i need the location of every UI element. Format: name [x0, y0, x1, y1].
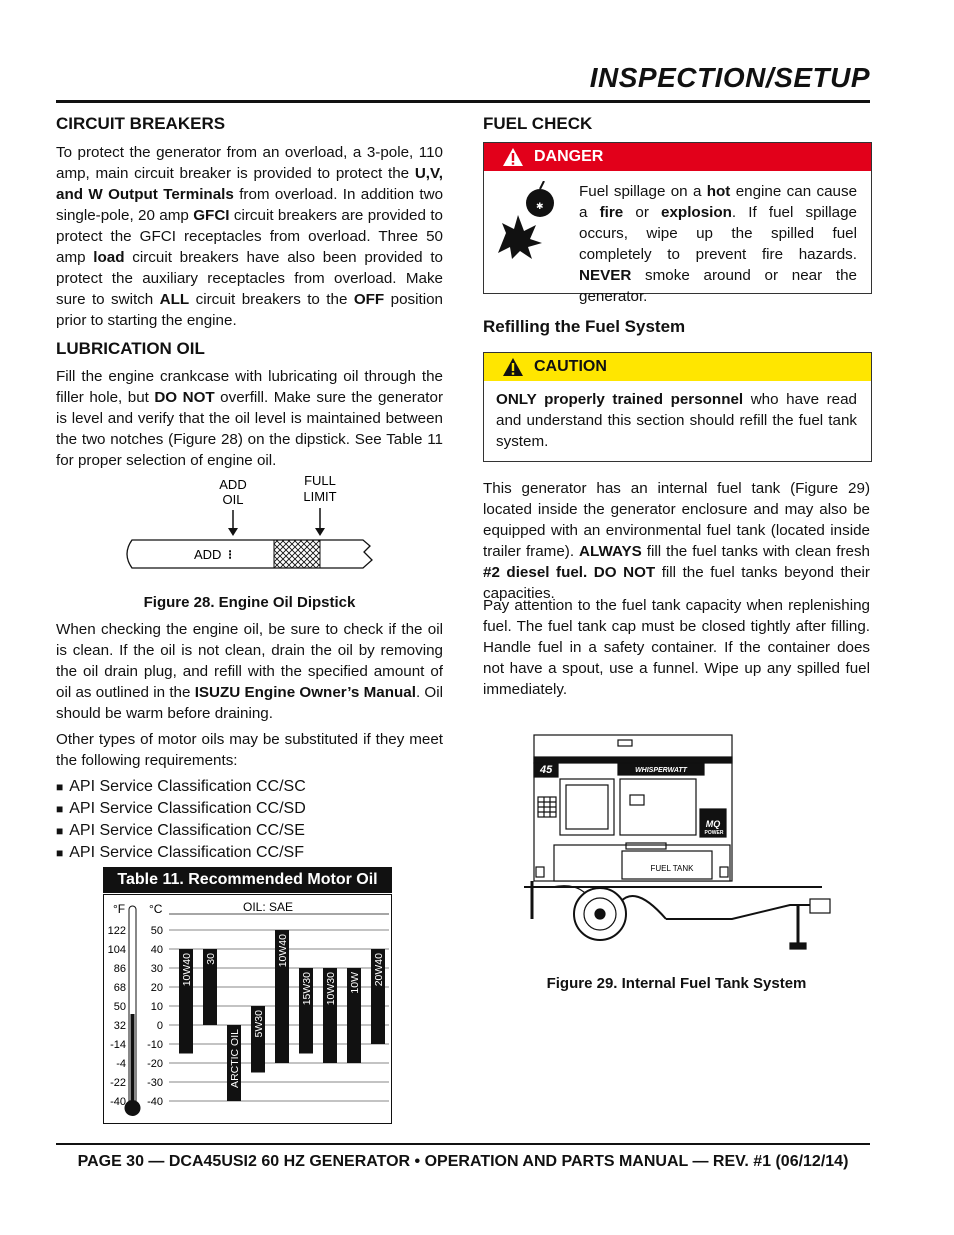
- celsius-tick: 30: [150, 963, 163, 975]
- danger-label: DANGER: [534, 148, 604, 165]
- celsius-tick: -40: [147, 1096, 163, 1108]
- fahrenheit-tick: 104: [107, 944, 126, 956]
- oil-range-label: 10W40: [181, 953, 193, 987]
- dipstick-arrows-icon: ⁝: [228, 547, 233, 562]
- fahrenheit-tick: -22: [110, 1077, 126, 1089]
- oil-range-label: 15W30: [301, 972, 313, 1006]
- fahrenheit-tick: 68: [113, 982, 126, 994]
- page-title: INSPECTION/SETUP: [589, 62, 870, 93]
- danger-header: [484, 143, 871, 171]
- fuel-tank-paragraph: This generator has an internal fuel tank (Figure 29) located inside the generator enclosure and may also be equipped with an environmental fuel tank (located inside trailer frame). ALWAYS fill the fuel tanks with clean fresh #2 diesel fuel. DO NOT fill the fuel tanks beyond their capacities.: [483, 480, 871, 602]
- celsius-tick: -20: [147, 1058, 163, 1070]
- figure-29-caption: Figure 29. Internal Fuel Tank System: [546, 975, 807, 992]
- fahrenheit-tick: 122: [107, 925, 126, 937]
- footer-rule: [56, 1143, 870, 1145]
- generator-fuel-tank-figure: [522, 733, 834, 955]
- celsius-header: °C: [149, 902, 163, 916]
- celsius-tick: -10: [147, 1039, 163, 1051]
- whisperwatt-logo: WHISPERWATT: [635, 767, 687, 774]
- fahrenheit-tick: -4: [116, 1058, 126, 1070]
- fahrenheit-tick: 32: [113, 1020, 126, 1032]
- title-rule: [56, 100, 870, 103]
- add-oil-label-2: OIL: [222, 492, 244, 507]
- circuit-breakers-heading: CIRCUIT BREAKERS: [56, 114, 226, 133]
- fuel-tank-label: FUEL TANK: [650, 864, 694, 873]
- generator-model-label: 45: [540, 764, 553, 776]
- caution-text: ONLY properly trained personnel who have read and understand this section should refill the fuel tank system.: [496, 391, 857, 450]
- full-limit-label-2: LIMIT: [303, 489, 337, 504]
- celsius-tick: 40: [150, 944, 163, 956]
- figure-28-caption: Figure 28. Engine Oil Dipstick: [143, 594, 356, 611]
- oil-range-label: 10W: [349, 972, 361, 994]
- oil-check-paragraph: When checking the engine oil, be sure to check if the oil is clean. If the oil is not clean, drain the oil by removing the oil drain plug, and refill with the specified amount of oil as outlined in the ISUZU Engine Owner’s Manual. Oil should be warm before draining.: [56, 621, 443, 722]
- celsius-tick: 20: [150, 982, 163, 994]
- oil-substitute-paragraph: Other types of motor oils may be substituted if they meet the following requirements:: [56, 731, 443, 769]
- lubrication-heading: LUBRICATION OIL: [56, 339, 205, 358]
- add-oil-label-1: ADD: [219, 477, 247, 492]
- list-item: ■ API Service Classification CC/SD: [56, 798, 443, 820]
- celsius-tick: 0: [156, 1020, 163, 1032]
- oil-range-label: 5W30: [253, 1010, 265, 1038]
- list-item: ■ API Service Classification CC/SC: [56, 776, 443, 798]
- oil-range-label: 10W40: [277, 934, 289, 968]
- mq-power-logo: POWER: [704, 830, 724, 836]
- list-item: ■ API Service Classification CC/SF: [56, 842, 443, 864]
- table-11-title: Table 11. Recommended Motor Oil: [103, 867, 392, 893]
- oil-dipstick-figure: [118, 472, 383, 577]
- fahrenheit-tick: 50: [113, 1001, 126, 1013]
- oil-range-label: 10W30: [325, 972, 337, 1006]
- oil-sae-header: OIL: SAE: [242, 900, 294, 914]
- svg-text:✱: ✱: [536, 201, 544, 211]
- lubrication-paragraph: Fill the engine crankcase with lubricating oil through the filler hole, but DO NOT overfill. Make sure the generator is level and verify that the oil level is maintained between the two notches (Figure 28) on the dipstick. See Table 11 for proper selection of engine oil.: [56, 368, 443, 469]
- caution-label: CAUTION: [534, 358, 607, 375]
- api-classification-list: [56, 776, 443, 864]
- motor-oil-chart: [103, 894, 392, 1124]
- fuel-capacity-paragraph: Pay attention to the fuel tank capacity when replenishing fuel. The fuel tank cap must be closed tightly after filling. Handle fuel in a safety container. If the container does not have a spout, use a funnel. Wipe up any spilled fuel immediately.: [483, 597, 870, 698]
- fahrenheit-tick: -40: [110, 1096, 126, 1108]
- oil-range-label: ARCTIC OIL: [229, 1029, 241, 1088]
- fahrenheit-tick: -14: [110, 1039, 126, 1051]
- mq-logo: MQ: [705, 819, 721, 829]
- page-footer: PAGE 30 — DCA45USI2 60 HZ GENERATOR • OPERATION AND PARTS MANUAL — REV. #1 (06/12/14): [77, 1153, 849, 1170]
- table-11: [103, 867, 392, 893]
- fahrenheit-tick: 86: [113, 963, 126, 975]
- oil-range-label: 20W40: [373, 953, 385, 987]
- refill-heading: Refilling the Fuel System: [483, 317, 686, 336]
- danger-box: [483, 142, 872, 305]
- dipstick-add-label: ADD: [194, 547, 222, 562]
- warning-triangle-icon: [502, 147, 524, 167]
- celsius-tick: -30: [147, 1077, 163, 1089]
- danger-text: Fuel spillage on a hot engine can cause a fire or explosion. If fuel spillage occurs, wipe up the spilled fuel completely to prevent fire hazards. NEVER smoke around or near the generator.: [579, 183, 858, 305]
- caution-header: [484, 353, 871, 381]
- celsius-tick: 50: [150, 925, 163, 937]
- caution-box: [483, 352, 872, 462]
- celsius-tick: 10: [150, 1001, 163, 1013]
- full-limit-label-1: FULL: [304, 473, 336, 488]
- explosion-icon: [492, 181, 572, 261]
- fuel-check-heading: FUEL CHECK: [483, 114, 593, 133]
- list-item: ■ API Service Classification CC/SE: [56, 820, 443, 842]
- oil-range-label: 30: [205, 953, 217, 965]
- circuit-breakers-paragraph: To protect the generator from an overload, a 3-pole, 110 amp, main circuit breaker is provided to protect the U,V, and W Output Terminals from overload. In addition two single-pole, 20 amp GFCI circuit breakers are provided to protect the GFCI receptacles from overload. Three 50 amp load circuit breakers have also been provided to protect the auxiliary receptacles from overload. Make sure to switch ALL circuit breakers to the OFF position prior to starting the engine.: [56, 144, 444, 329]
- fahrenheit-header: °F: [113, 902, 126, 916]
- caution-triangle-icon: [502, 357, 524, 377]
